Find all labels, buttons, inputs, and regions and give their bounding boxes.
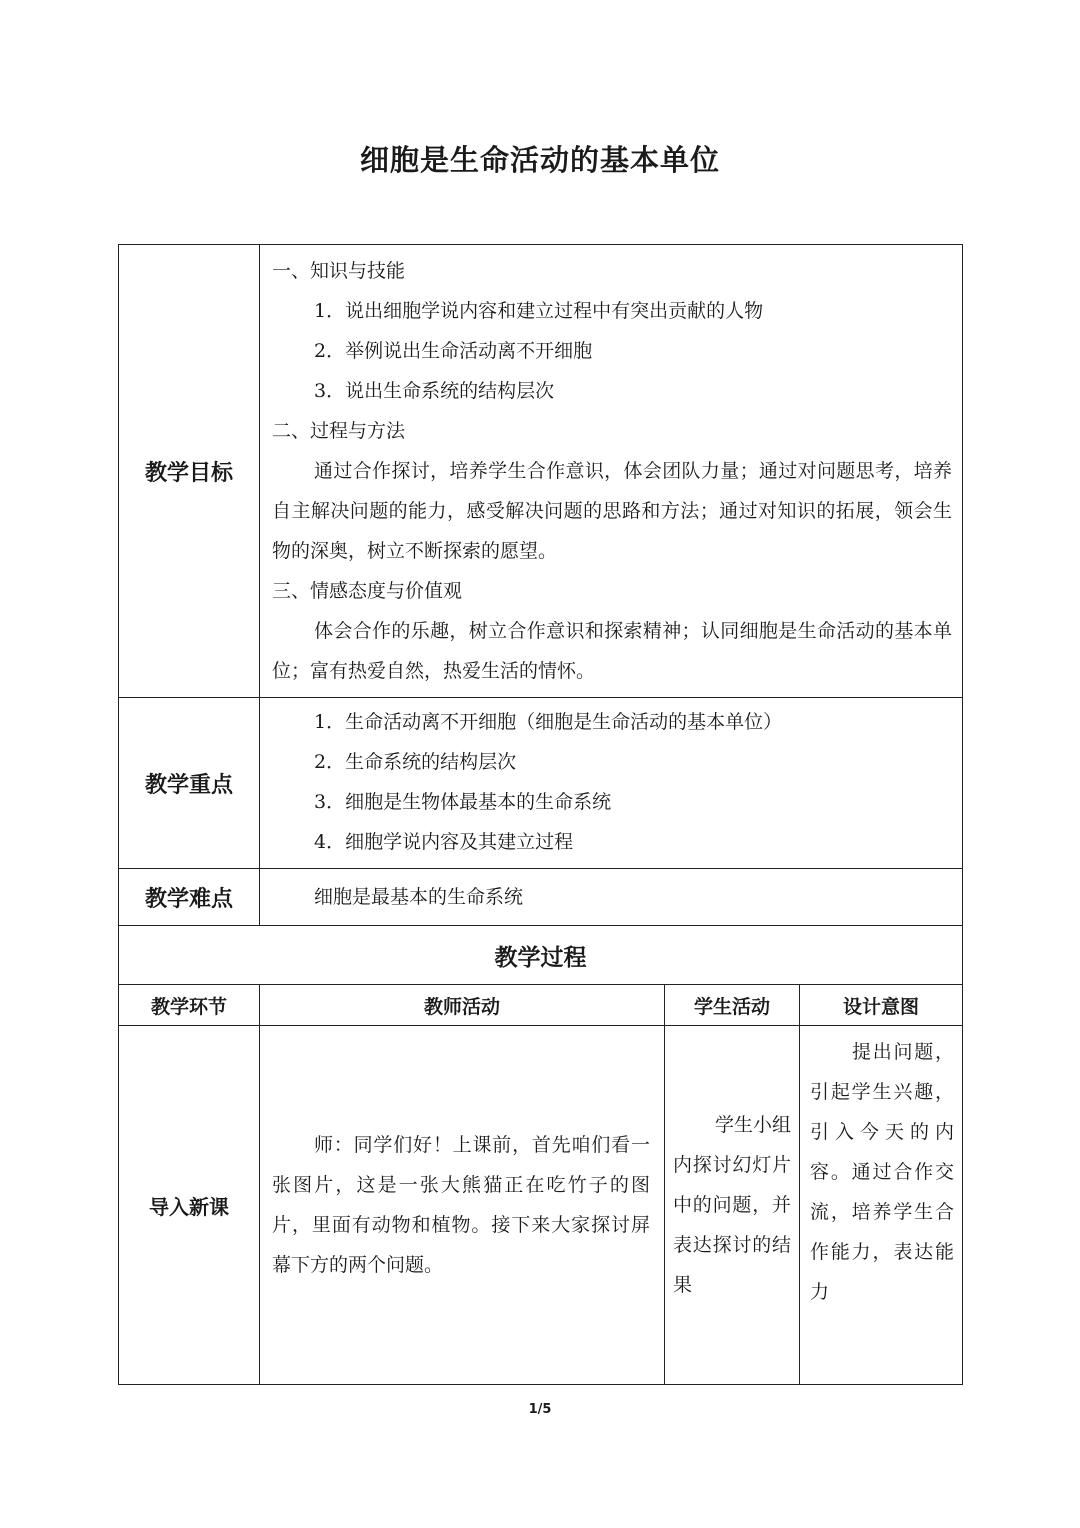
objective-heading-3: 三、情感态度与价值观 [272, 580, 463, 602]
objective-paragraph-1: 通过合作探讨，培养学生合作意识，体会团队力量；通过对问题思考，培养自主解决问题的能力，感受解决问题的思路和方法；通过对知识的拓展，领会生物的深奥，树立不断探索的愿望。 [272, 460, 953, 562]
process-title-row [119, 926, 963, 985]
difficulty-row [119, 869, 963, 926]
process-header-row [119, 985, 963, 1026]
objectives-label: 教学目标 [119, 245, 260, 698]
objective-paragraph-2: 体会合作的乐趣，树立合作意识和探索精神；认同细胞是生命活动的基本单位；富有热爱自然，热爱生活的情怀。 [272, 620, 953, 682]
stage-cell: 导入新课 [119, 1026, 260, 1385]
key-point-item: 1．生命活动离不开细胞（细胞是生命活动的基本单位） [314, 711, 783, 733]
column-header-intent: 设计意图 [800, 985, 963, 1026]
difficulty-text: 细胞是最基本的生命系统 [314, 886, 524, 908]
process-row [119, 1026, 963, 1385]
difficulty-label: 教学难点 [119, 869, 260, 926]
key-point-item: 4．细胞学说内容及其建立过程 [314, 831, 574, 853]
student-activity-cell [665, 1026, 800, 1385]
column-header-teacher: 教师活动 [260, 985, 665, 1026]
page-number: 1/5 [528, 1402, 552, 1417]
document-title: 细胞是生命活动的基本单位 [359, 143, 720, 177]
process-title: 教学过程 [119, 926, 963, 985]
difficulty-content [260, 869, 963, 926]
student-activity-text: 学生小组内探讨幻灯片中的问题，并表达探讨的结果 [673, 1114, 792, 1296]
key-points-content [260, 698, 963, 869]
column-header-stage: 教学环节 [119, 985, 260, 1026]
objective-heading-2: 二、过程与方法 [272, 420, 406, 442]
intent-cell [800, 1026, 963, 1385]
teacher-activity-text: 师：同学们好！上课前，首先咱们看一张图片，这是一张大熊猫正在吃竹子的图片，里面有动物和植物。接下来大家探讨屏幕下方的两个问题。 [272, 1134, 650, 1276]
intent-text: 提出问题，引起学生兴趣，引入今天的内容。通过合作交流，培养学生合作能力，表达能力 [810, 1041, 955, 1303]
column-header-student: 学生活动 [665, 985, 800, 1026]
objective-item-3: 3．说出生命系统的结构层次 [314, 380, 555, 402]
key-points-row [119, 698, 963, 869]
objective-item-1: 1．说出细胞学说内容和建立过程中有突出贡献的人物 [314, 300, 764, 322]
key-point-item: 2．生命系统的结构层次 [314, 751, 517, 773]
key-point-item: 3．细胞是生物体最基本的生命系统 [314, 791, 612, 813]
objective-heading-1: 一、知识与技能 [272, 260, 406, 282]
objective-item-2: 2．举例说出生命活动离不开细胞 [314, 340, 593, 362]
teacher-activity-cell [260, 1026, 665, 1385]
key-points-label: 教学重点 [119, 698, 260, 869]
objectives-content [260, 245, 963, 698]
objectives-row [119, 245, 963, 698]
lesson-plan-table [118, 244, 963, 1385]
